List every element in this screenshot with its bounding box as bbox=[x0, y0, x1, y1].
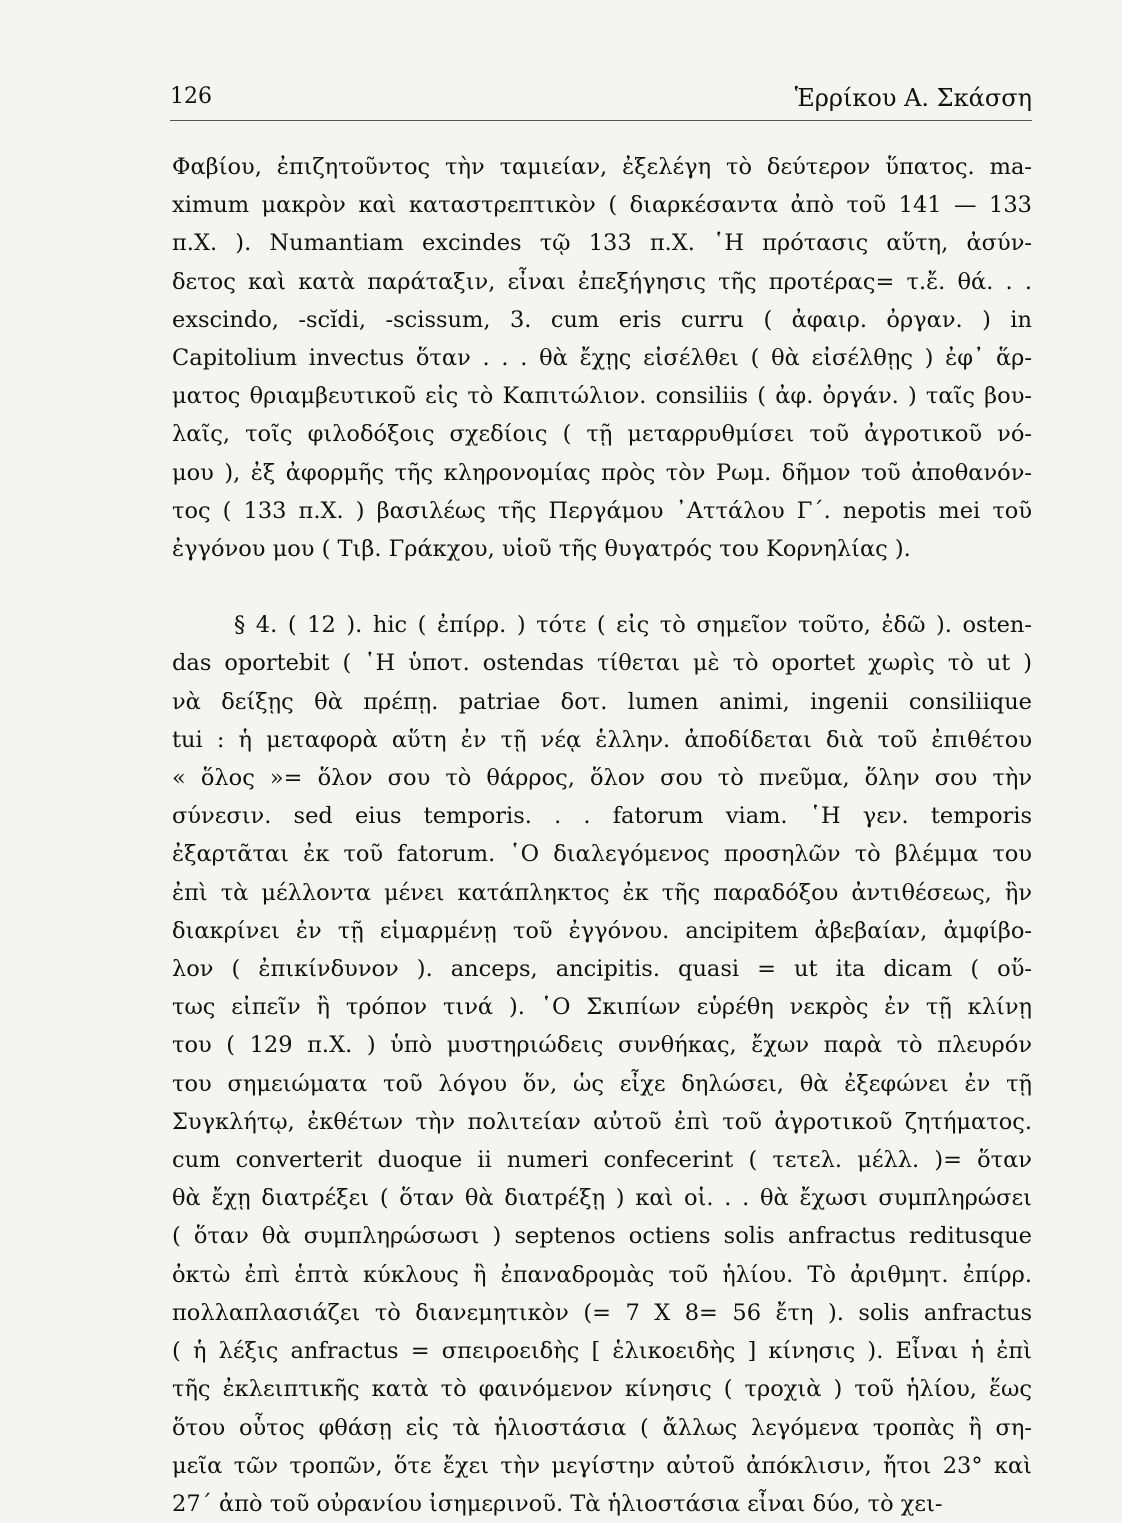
page-number: 126 bbox=[170, 84, 212, 109]
text-line: λαῖς, τοῖς φιλοδόξοις σχεδίοις ( τῇ μεταρρυθμίσει τοῦ ἀγροτικοῦ νό- bbox=[172, 421, 1032, 448]
text-line: ximum μακρὸν καὶ καταστρεπτικὸν ( διαρκέσαντα ἀπὸ τοῦ 141 — 133 bbox=[172, 192, 1032, 219]
text-line: του σημειώματα τοῦ λόγου ὅν, ὡς εἶχε δηλώσει, θὰ ἐξεφώνει ἐν τῇ bbox=[172, 1070, 1032, 1097]
text-line: ( ὅταν θὰ συμπληρώσωσι ) septenos octiens solis anfractus reditusque bbox=[172, 1223, 1032, 1250]
text-line: ματος θριαμβευτικοῦ εἰς τὸ Καπιτώλιον. consiliis ( ἀφ. ὀργάν. ) ταῖς βου- bbox=[172, 383, 1032, 410]
text-line: σύνεσιν. sed eius temporis. . . fatorum viam. ῾Η γεν. temporis bbox=[172, 803, 1032, 830]
text-line: δετος καὶ κατὰ παράταξιν, εἶναι ἐπεξήγησις τῆς προτέρας= τ.ἔ. θά. . . bbox=[172, 268, 1032, 295]
text-line: τως εἰπεῖν ἢ τρόπον τινά ). ῾Ο Σκιπίων εὑρέθη νεκρὸς ἐν τῇ κλίνῃ bbox=[172, 994, 1032, 1021]
body-text bbox=[172, 148, 1032, 1523]
page-header bbox=[170, 84, 1032, 121]
text-line: ἐξαρτᾶται ἐκ τοῦ fatorum. ῾Ο διαλεγόμενος προσηλῶν τὸ βλέμμα του bbox=[172, 841, 1032, 868]
text-line: πολλαπλασιάζει τὸ διανεμητικὸν (= 7 Χ 8= 56 ἔτη ). solis anfractus bbox=[172, 1299, 1032, 1326]
text-line: Φαβίου, ἐπιζητοῦντος τὴν ταμιείαν, ἐξελέγη τὸ δεύτερον ὕπατος. ma- bbox=[172, 154, 1032, 180]
text-line: τῆς ἐκλειπτικῆς κατὰ τὸ φαινόμενον κίνησις ( τροχιὰ ) τοῦ ἡλίου, ἕως bbox=[172, 1376, 1032, 1403]
text-line: ὀκτὼ ἐπὶ ἑπτὰ κύκλους ἢ ἐπαναδρομὰς τοῦ ἡλίου. Τὸ ἀριθμητ. ἐπίρρ. bbox=[172, 1261, 1032, 1288]
text-line: das oportebit ( ῾Η ὑποτ. ostendas τίθεται μὲ τὸ oportet χωρὶς τὸ ut ) bbox=[172, 650, 1032, 677]
text-line: exscindo, -scĭdi, -scissum, 3. cum eris curru ( ἀφαιρ. ὀργαν. ) in bbox=[172, 306, 1032, 333]
text-line: tui : ἡ μεταφορὰ αὕτη ἐν τῇ νέᾳ ἑλλην. ἀποδίδεται διὰ τοῦ ἐπιθέτου bbox=[172, 726, 1032, 753]
paragraph bbox=[172, 148, 1032, 568]
text-line: ἐπὶ τὰ μέλλοντα μένει κατάπληκτος ἐκ τῆς παραδόξου ἀντιθέσεως, ἣν bbox=[172, 879, 1032, 906]
text-line: 27΄ ἀπὸ τοῦ οὐρανίου ἰσημερινοῦ. Τὰ ἡλιοστάσια εἶναι δύο, τὸ χει- bbox=[172, 1490, 943, 1517]
text-line: μεῖα τῶν τροπῶν, ὅτε ἔχει τὴν μεγίστην αὐτοῦ ἀπόκλισιν, ἤτοι 23° καὶ bbox=[172, 1452, 1032, 1479]
text-line: λον ( ἐπικίνδυνον ). anceps, ancipitis. quasi = ut ita dicam ( οὕ- bbox=[172, 956, 1032, 983]
paragraph-gap bbox=[172, 568, 1032, 606]
text-line: μου ), ἐξ ἀφορμῆς τῆς κληρονομίας πρὸς τὸν Ρωμ. δῆμον τοῦ ἀποθανόν- bbox=[172, 459, 1032, 486]
text-line: διακρίνει ἐν τῇ εἱμαρμένῃ τοῦ ἐγγόνου. ancipitem ἀβεβαίαν, ἀμφίβο- bbox=[172, 917, 1032, 944]
text-line: Συγκλήτῳ, ἐκθέτων τὴν πολιτείαν αὐτοῦ ἐπὶ τοῦ ἀγροτικοῦ ζητήματος. bbox=[172, 1108, 1032, 1135]
text-line: του ( 129 π.Χ. ) ὑπὸ μυστηριώδεις συνθήκας, ἔχων παρὰ τὸ πλευρόν bbox=[172, 1032, 1032, 1059]
text-line: « ὅλος »= ὅλον σου τὸ θάρρος, ὅλον σου τὸ πνεῦμα, ὅλην σου τὴν bbox=[172, 765, 1032, 792]
text-line: νὰ δείξῃς θὰ πρέπῃ. patriae δοτ. lumen animi, ingenii consiliique bbox=[172, 688, 1032, 715]
text-line: τος ( 133 π.Χ. ) βασιλέως τῆς Περγάμου ᾽Αττάλου Γ΄. nepotis mei τοῦ bbox=[172, 497, 1032, 524]
text-line: ὅτου οὗτος φθάσῃ εἰς τὰ ἡλιοστάσια ( ἄλλως λεγόμενα τροπὰς ἢ ση- bbox=[172, 1414, 1032, 1441]
text-line: Capitolium invectus ὅταν . . . θὰ ἔχῃς εἰσέλθει ( θὰ εἰσέλθῃς ) ἐφ᾽ ἅρ- bbox=[172, 345, 1032, 372]
running-head: Ἑρρίκου Α. Σκάσση bbox=[794, 84, 1032, 112]
text-line: π.Χ. ). Numantiam excindes τῷ 133 π.Χ. ῾Η πρότασις αὕτη, ἀσύν- bbox=[172, 230, 1032, 257]
text-line: θὰ ἔχῃ διατρέξει ( ὅταν θὰ διατρέξῃ ) καὶ οἱ. . . θὰ ἔχωσι συμπληρώσει bbox=[172, 1185, 1032, 1212]
text-line: ἐγγόνου μου ( Τιβ. Γράκχου, υἱοῦ τῆς θυγατρός του Κορνηλίας ). bbox=[172, 536, 911, 563]
text-line: ( ἡ λέξις anfractus = σπειροειδὴς [ ἑλικοειδὴς ] κίνησις ). Εἶναι ἡ ἐπὶ bbox=[172, 1338, 1032, 1365]
text-line: § 4. ( 12 ). hic ( ἐπίρρ. ) τότε ( εἰς τὸ σημεῖον τοῦτο, ἐδῶ ). osten- bbox=[234, 612, 1032, 639]
paragraph bbox=[172, 606, 1032, 1523]
text-line: cum converterit duoque ii numeri confecerint ( τετελ. μέλλ. )= ὅταν bbox=[172, 1147, 1032, 1174]
